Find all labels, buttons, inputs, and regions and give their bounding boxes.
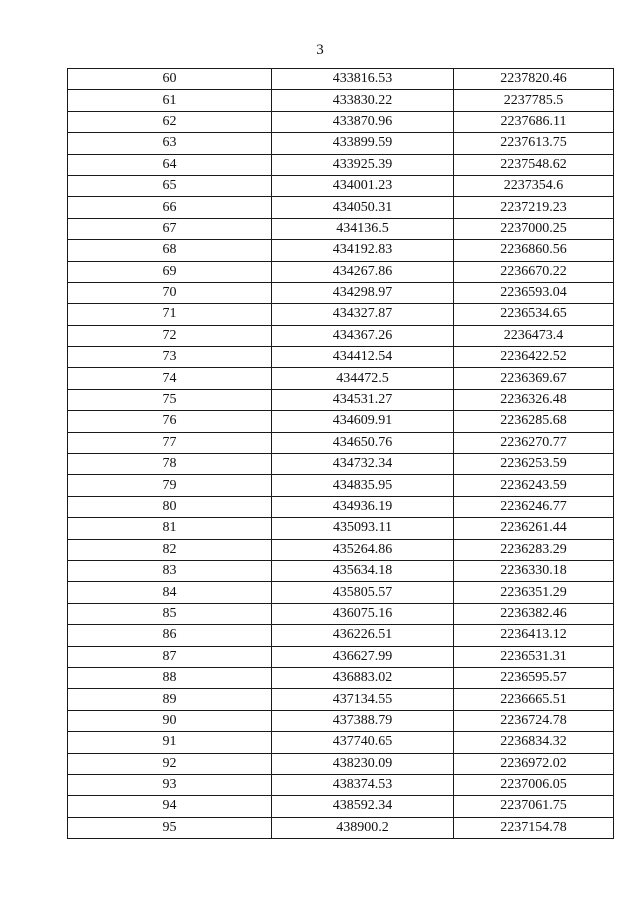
x-coordinate-cell: 438230.09 — [272, 753, 454, 774]
x-coordinate-cell: 438900.2 — [272, 817, 454, 838]
table-row — [68, 710, 614, 731]
x-coordinate-cell: 434192.83 — [272, 240, 454, 261]
point-number-cell: 89 — [68, 689, 272, 710]
y-coordinate-cell: 2236283.29 — [454, 539, 614, 560]
x-coordinate-cell: 435805.57 — [272, 582, 454, 603]
x-coordinate-cell: 434327.87 — [272, 304, 454, 325]
point-number-cell: 68 — [68, 240, 272, 261]
point-number-cell: 95 — [68, 817, 272, 838]
x-coordinate-cell: 437740.65 — [272, 732, 454, 753]
table-row — [68, 154, 614, 175]
x-coordinate-cell: 434609.91 — [272, 411, 454, 432]
table-row — [68, 496, 614, 517]
y-coordinate-cell: 2237354.6 — [454, 175, 614, 196]
y-coordinate-cell: 2237000.25 — [454, 218, 614, 239]
x-coordinate-cell: 436627.99 — [272, 646, 454, 667]
y-coordinate-cell: 2236270.77 — [454, 432, 614, 453]
table-row — [68, 689, 614, 710]
y-coordinate-cell: 2236422.52 — [454, 347, 614, 368]
point-number-cell: 80 — [68, 496, 272, 517]
table-row — [68, 389, 614, 410]
y-coordinate-cell: 2236382.46 — [454, 603, 614, 624]
table-row — [68, 218, 614, 239]
x-coordinate-cell: 434367.26 — [272, 325, 454, 346]
x-coordinate-cell: 435093.11 — [272, 518, 454, 539]
table-row — [68, 539, 614, 560]
x-coordinate-cell: 434732.34 — [272, 454, 454, 475]
point-number-cell: 76 — [68, 411, 272, 432]
point-number-cell: 86 — [68, 625, 272, 646]
table-row — [68, 796, 614, 817]
x-coordinate-cell: 437134.55 — [272, 689, 454, 710]
y-coordinate-cell: 2237154.78 — [454, 817, 614, 838]
table-row — [68, 90, 614, 111]
y-coordinate-cell: 2236369.67 — [454, 368, 614, 389]
table-row — [68, 625, 614, 646]
table-row — [68, 111, 614, 132]
y-coordinate-cell: 2236285.68 — [454, 411, 614, 432]
x-coordinate-cell: 433830.22 — [272, 90, 454, 111]
y-coordinate-cell: 2237785.5 — [454, 90, 614, 111]
coordinate-table-body — [68, 69, 614, 839]
x-coordinate-cell: 433816.53 — [272, 69, 454, 90]
x-coordinate-cell: 435264.86 — [272, 539, 454, 560]
x-coordinate-cell: 434936.19 — [272, 496, 454, 517]
point-number-cell: 64 — [68, 154, 272, 175]
point-number-cell: 71 — [68, 304, 272, 325]
x-coordinate-cell: 437388.79 — [272, 710, 454, 731]
y-coordinate-cell: 2236413.12 — [454, 625, 614, 646]
table-row — [68, 432, 614, 453]
y-coordinate-cell: 2236351.29 — [454, 582, 614, 603]
y-coordinate-cell: 2237686.11 — [454, 111, 614, 132]
x-coordinate-cell: 434001.23 — [272, 175, 454, 196]
point-number-cell: 69 — [68, 261, 272, 282]
point-number-cell: 77 — [68, 432, 272, 453]
point-number-cell: 93 — [68, 774, 272, 795]
y-coordinate-cell: 2236534.65 — [454, 304, 614, 325]
x-coordinate-cell: 438374.53 — [272, 774, 454, 795]
x-coordinate-cell: 434650.76 — [272, 432, 454, 453]
table-row — [68, 732, 614, 753]
point-number-cell: 87 — [68, 646, 272, 667]
x-coordinate-cell: 433870.96 — [272, 111, 454, 132]
table-row — [68, 454, 614, 475]
table-row — [68, 240, 614, 261]
table-row — [68, 603, 614, 624]
table-row — [68, 133, 614, 154]
table-row — [68, 518, 614, 539]
x-coordinate-cell: 434531.27 — [272, 389, 454, 410]
y-coordinate-cell: 2236972.02 — [454, 753, 614, 774]
x-coordinate-cell: 434136.5 — [272, 218, 454, 239]
x-coordinate-cell: 438592.34 — [272, 796, 454, 817]
x-coordinate-cell: 434298.97 — [272, 282, 454, 303]
point-number-cell: 84 — [68, 582, 272, 603]
point-number-cell: 85 — [68, 603, 272, 624]
point-number-cell: 63 — [68, 133, 272, 154]
point-number-cell: 70 — [68, 282, 272, 303]
y-coordinate-cell: 2237219.23 — [454, 197, 614, 218]
table-row — [68, 753, 614, 774]
x-coordinate-cell: 434050.31 — [272, 197, 454, 218]
point-number-cell: 66 — [68, 197, 272, 218]
table-row — [68, 646, 614, 667]
point-number-cell: 67 — [68, 218, 272, 239]
point-number-cell: 73 — [68, 347, 272, 368]
table-row — [68, 560, 614, 581]
table-row — [68, 368, 614, 389]
x-coordinate-cell: 434412.54 — [272, 347, 454, 368]
y-coordinate-cell: 2236531.31 — [454, 646, 614, 667]
point-number-cell: 60 — [68, 69, 272, 90]
point-number-cell: 61 — [68, 90, 272, 111]
table-row — [68, 197, 614, 218]
x-coordinate-cell: 436226.51 — [272, 625, 454, 646]
table-row — [68, 175, 614, 196]
x-coordinate-cell: 435634.18 — [272, 560, 454, 581]
table-row — [68, 411, 614, 432]
y-coordinate-cell: 2236670.22 — [454, 261, 614, 282]
point-number-cell: 94 — [68, 796, 272, 817]
point-number-cell: 72 — [68, 325, 272, 346]
table-row — [68, 667, 614, 688]
point-number-cell: 88 — [68, 667, 272, 688]
table-row — [68, 69, 614, 90]
y-coordinate-cell: 2236330.18 — [454, 560, 614, 581]
y-coordinate-cell: 2236593.04 — [454, 282, 614, 303]
x-coordinate-cell: 436883.02 — [272, 667, 454, 688]
table-row — [68, 325, 614, 346]
y-coordinate-cell: 2236860.56 — [454, 240, 614, 261]
y-coordinate-cell: 2237006.05 — [454, 774, 614, 795]
point-number-cell: 75 — [68, 389, 272, 410]
point-number-cell: 78 — [68, 454, 272, 475]
point-number-cell: 74 — [68, 368, 272, 389]
x-coordinate-cell: 434472.5 — [272, 368, 454, 389]
point-number-cell: 65 — [68, 175, 272, 196]
coordinate-table — [67, 68, 614, 839]
y-coordinate-cell: 2236243.59 — [454, 475, 614, 496]
y-coordinate-cell: 2236665.51 — [454, 689, 614, 710]
table-row — [68, 582, 614, 603]
point-number-cell: 79 — [68, 475, 272, 496]
y-coordinate-cell: 2237613.75 — [454, 133, 614, 154]
point-number-cell: 62 — [68, 111, 272, 132]
table-row — [68, 817, 614, 838]
x-coordinate-cell: 434267.86 — [272, 261, 454, 282]
point-number-cell: 91 — [68, 732, 272, 753]
point-number-cell: 92 — [68, 753, 272, 774]
table-row — [68, 347, 614, 368]
y-coordinate-cell: 2236595.57 — [454, 667, 614, 688]
x-coordinate-cell: 433925.39 — [272, 154, 454, 175]
y-coordinate-cell: 2236261.44 — [454, 518, 614, 539]
table-row — [68, 304, 614, 325]
y-coordinate-cell: 2237061.75 — [454, 796, 614, 817]
table-row — [68, 774, 614, 795]
point-number-cell: 83 — [68, 560, 272, 581]
point-number-cell: 82 — [68, 539, 272, 560]
y-coordinate-cell: 2237820.46 — [454, 69, 614, 90]
table-row — [68, 475, 614, 496]
y-coordinate-cell: 2236473.4 — [454, 325, 614, 346]
page-number: 3 — [316, 42, 324, 58]
table-row — [68, 261, 614, 282]
table-row — [68, 282, 614, 303]
x-coordinate-cell: 434835.95 — [272, 475, 454, 496]
point-number-cell: 90 — [68, 710, 272, 731]
y-coordinate-cell: 2236246.77 — [454, 496, 614, 517]
y-coordinate-cell: 2236253.59 — [454, 454, 614, 475]
y-coordinate-cell: 2237548.62 — [454, 154, 614, 175]
point-number-cell: 81 — [68, 518, 272, 539]
y-coordinate-cell: 2236834.32 — [454, 732, 614, 753]
x-coordinate-cell: 433899.59 — [272, 133, 454, 154]
y-coordinate-cell: 2236724.78 — [454, 710, 614, 731]
y-coordinate-cell: 2236326.48 — [454, 389, 614, 410]
x-coordinate-cell: 436075.16 — [272, 603, 454, 624]
